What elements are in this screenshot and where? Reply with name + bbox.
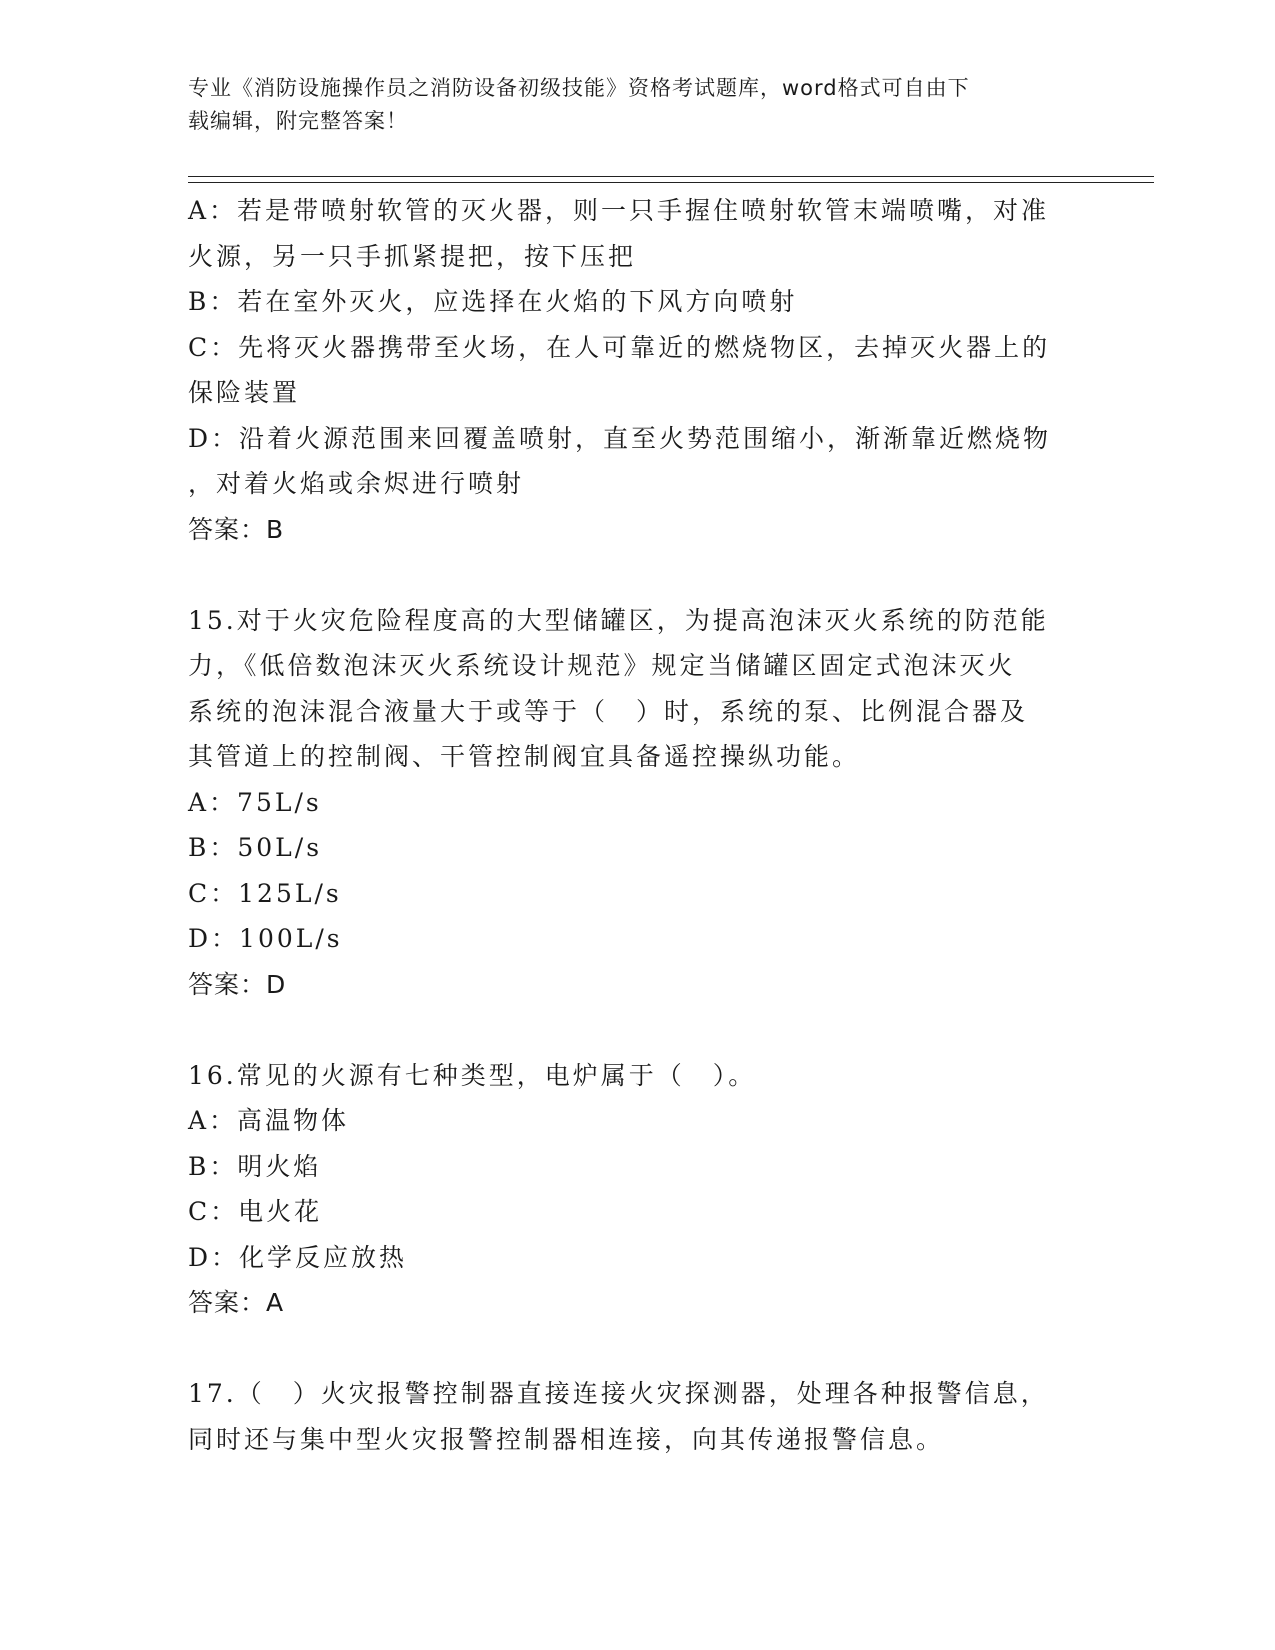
q16-stem: 16.常见的火源有七种类型，电炉属于（ ）。 (188, 1060, 757, 1090)
q15-option-b: B：50L/s (188, 833, 323, 862)
q14-option-c-line-2: 保险装置 (188, 378, 301, 407)
q15-option-c: C：125L/s (188, 878, 342, 908)
q17-stem-line-1: 17.（ ）火灾报警控制器直接连接火灾探测器，处理各种报警信息， (188, 1379, 1049, 1408)
q15-stem-line-2: 力，《低倍数泡沫灭火系统设计规范》规定当储罐区固定式泡沫灭火 (188, 651, 1016, 680)
q14-option-d-line-2: ，对着火焰或余烬进行喷射 (188, 469, 525, 498)
q14-option-a-line-2: 火源，另一只手抓紧提把，按下压把 (188, 241, 637, 271)
q14-answer: 答案：B (188, 514, 285, 544)
q15-stem-line-1: 15.对于火灾危险程度高的大型储罐区，为提高泡沫灭火系统的防范能 (188, 605, 1049, 635)
header-rule-bottom (188, 182, 1154, 183)
q15-answer: 答案：D (188, 969, 287, 999)
spacer (188, 1326, 1078, 1372)
q14-option-d-line-1: D：沿着火源范围来回覆盖喷射，直至火势范围缩小，渐渐靠近燃烧物 (188, 423, 1052, 453)
question-14-options (188, 188, 1078, 552)
q14-option-a-line-1: A：若是带喷射软管的灭火器，则一只手握住喷射软管末端喷嘴，对准 (188, 196, 1050, 225)
q16-option-c: C：电火花 (188, 1197, 323, 1226)
document-header (188, 72, 1068, 138)
header-line-1: 专业《消防设施操作员之消防设备初级技能》资格考试题库，word格式可自由下 (188, 76, 970, 100)
document-body (188, 188, 1078, 1462)
q15-option-d: D：100L/s (188, 924, 343, 953)
header-rule-top (188, 176, 1154, 177)
q16-option-b: B：明火焰 (188, 1151, 322, 1181)
q16-answer: 答案：A (188, 1288, 285, 1317)
spacer (188, 552, 1078, 598)
q14-option-b: B：若在室外灭火，应选择在火焰的下风方向喷射 (188, 287, 798, 316)
header-line-2: 载编辑，附完整答案！ (188, 109, 408, 133)
question-17 (188, 1371, 1078, 1462)
q15-option-a: A：75L/s (188, 787, 322, 817)
q16-option-a: A：高温物体 (188, 1106, 350, 1135)
q17-stem-line-2: 同时还与集中型火灾报警控制器相连接，向其传递报警信息。 (188, 1424, 945, 1454)
spacer (188, 1007, 1078, 1053)
question-15 (188, 598, 1078, 1008)
question-16 (188, 1053, 1078, 1326)
q15-stem-line-3: 系统的泡沫混合液量大于或等于（ ）时，系统的泵、比例混合器及 (188, 696, 1029, 726)
q14-option-c-line-1: C：先将灭火器携带至火场，在人可靠近的燃烧物区，去掉灭火器上的 (188, 332, 1051, 362)
q15-stem-line-4: 其管道上的控制阀、干管控制阀宜具备遥控操纵功能。 (188, 742, 861, 771)
q16-option-d: D：化学反应放热 (188, 1242, 408, 1272)
